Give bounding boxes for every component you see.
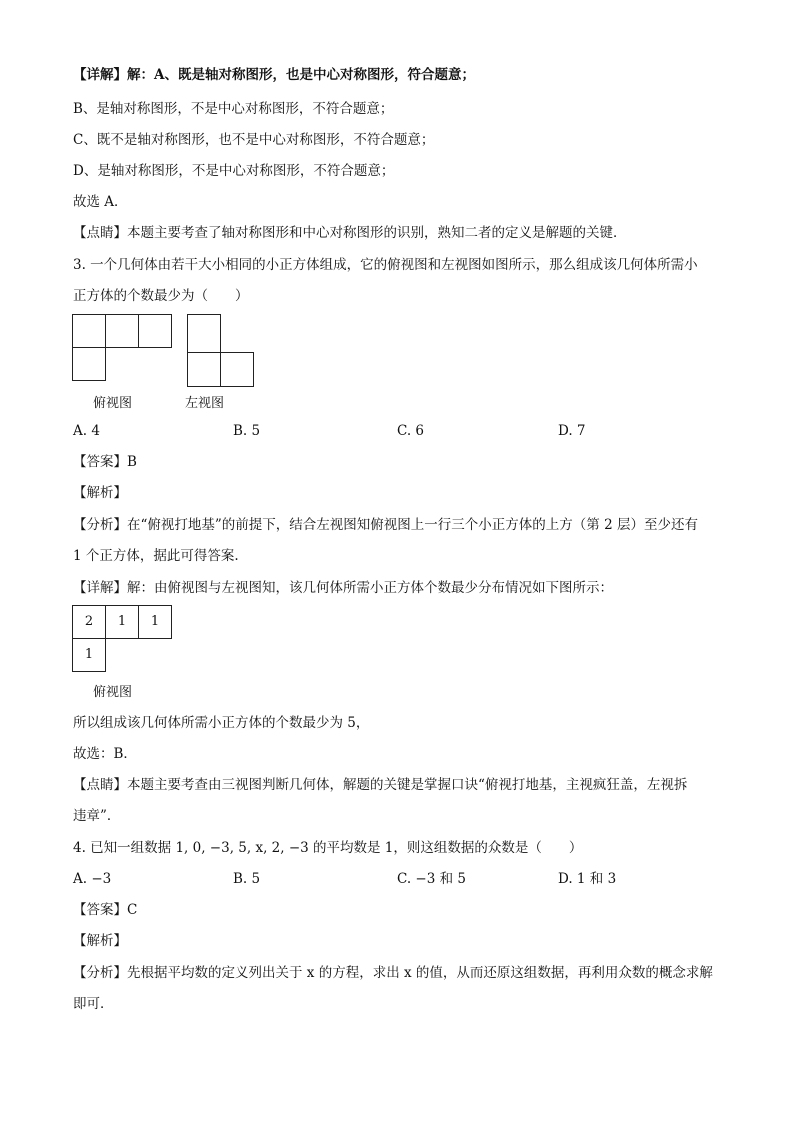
answer-q3: 【答案】B xyxy=(73,454,137,470)
analysis-q4-line2: 即可． xyxy=(73,996,114,1012)
grid-cell xyxy=(105,314,139,348)
option-a: A. −3 xyxy=(73,871,112,887)
question-3-line2: 正方体的个数最少为（ ） xyxy=(73,288,249,304)
grid-cell xyxy=(220,352,254,387)
option-a: A. 4 xyxy=(73,423,100,439)
text-line: B、是轴对称图形，不是中心对称图形，不符合题意； xyxy=(73,101,394,117)
grid-cell xyxy=(138,314,172,348)
detail-solution-q2: 【详解】解：A、既是轴对称图形，也是中心对称图形，符合题意； xyxy=(73,67,475,83)
caption-left-view: 左视图 xyxy=(185,396,225,411)
grid-cell xyxy=(187,314,221,353)
grid-number-cell: 2 xyxy=(72,605,106,639)
option-c: C. −3 和 5 xyxy=(397,871,467,887)
option-d: D. 1 和 3 xyxy=(558,871,617,887)
grid-cell xyxy=(187,352,221,387)
text-line: 故选 A． xyxy=(73,194,128,210)
analysis-header-q3: 【解析】 xyxy=(73,485,127,501)
text-line: D、是轴对称图形，不是中心对称图形，不符合题意； xyxy=(73,163,395,179)
result-q3: 所以组成该几何体所需小正方体的个数最少为 5， xyxy=(73,715,370,731)
grid-number-cell: 1 xyxy=(105,605,139,639)
option-b: B. 5 xyxy=(233,871,261,887)
grid-cell xyxy=(72,347,106,381)
detail-q3: 【详解】解：由俯视图与左视图知，该几何体所需小正方体个数最少分布情况如下图所示： xyxy=(73,580,613,596)
analysis-q4-line1: 【分析】先根据平均数的定义列出关于 x 的方程，求出 x 的值，从而还原这组数据，再利用众数的概念求解 xyxy=(73,965,713,981)
option-b: B. 5 xyxy=(233,423,261,439)
question-3-line1: 3. 一个几何体由若干大小相同的小正方体组成，它的俯视图和左视图如图所示，那么组成该几何体所需小 xyxy=(73,257,698,273)
grid-cell xyxy=(72,314,106,348)
text-line xyxy=(73,66,475,84)
choice-q3: 故选：B． xyxy=(73,746,137,762)
note-q2: 【点睛】本题主要考查了轴对称图形和中心对称图形的识别，熟知二者的定义是解题的关键． xyxy=(73,225,627,241)
answer-q4: 【答案】C xyxy=(73,902,138,918)
grid-number-cell: 1 xyxy=(138,605,172,639)
caption-top-view-2: 俯视图 xyxy=(93,685,133,700)
note-q3-line1: 【点睛】本题主要考查由三视图判断几何体，解题的关键是掌握口诀“俯视打地基，主视疯狂盖，左视拆 xyxy=(73,777,688,793)
analysis-q3-line2: 1 个正方体，据此可得答案. xyxy=(73,548,239,564)
option-c: C. 6 xyxy=(397,423,425,439)
analysis-header-q4: 【解析】 xyxy=(73,933,127,949)
note-q3-line2: 违章”． xyxy=(73,808,121,824)
option-d: D. 7 xyxy=(558,423,586,439)
analysis-q3-line1: 【分析】在“俯视打地基”的前提下，结合左视图知俯视图上一行三个小正方体的上方（第 2 层）至少还有 xyxy=(73,517,698,533)
text-line: C、既不是轴对称图形，也不是中心对称图形，不符合题意； xyxy=(73,132,435,148)
question-4: 4. 已知一组数据 1, 0, −3, 5, x, 2, −3 的平均数是 1，则这组数据的众数是（ ） xyxy=(73,840,583,856)
grid-number-cell: 1 xyxy=(72,638,106,672)
caption-top-view: 俯视图 xyxy=(93,396,133,411)
